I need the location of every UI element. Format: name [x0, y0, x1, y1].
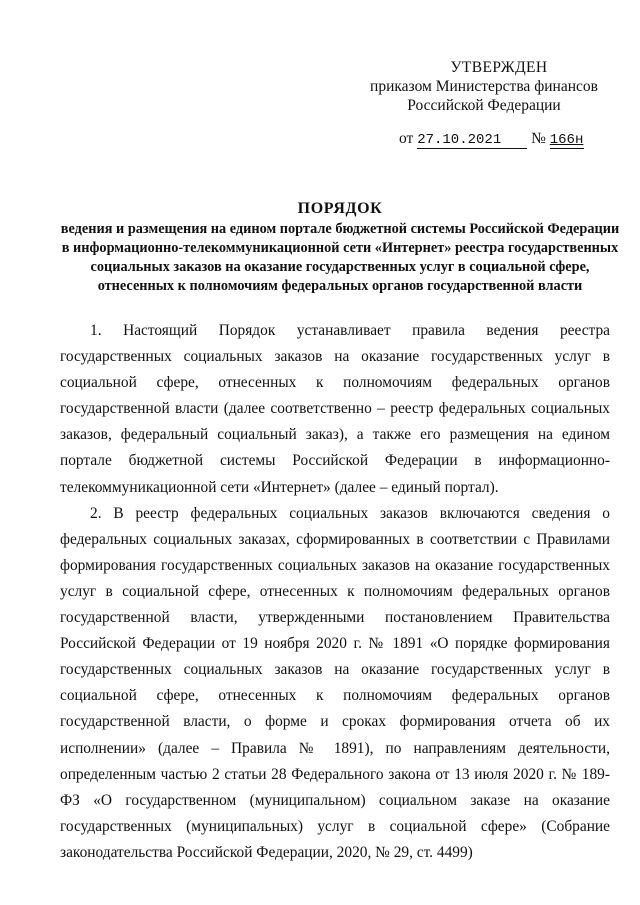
order-details — [399, 130, 584, 149]
order-date-field — [417, 131, 527, 149]
order-number: 166н — [549, 132, 584, 148]
approved-heading: УТВЕРЖДЕН — [450, 59, 548, 76]
order-date-prefix: от — [399, 130, 414, 147]
approval-block — [364, 58, 604, 115]
paragraph-2: 2. В реестр федеральных социальных заказов включаются сведения о федеральных социальных заказах, сформированных в соответствии с Правилами формирования государственных социальных заказов на оказание государственных услуг в социальной сфере, отнесенных к полномочиям федеральных органов государственной власти, утвержденными постановлением Правительства Российской Федерации от 19 ноября 2020 г. № 1891 «О порядке формирования государственных социальных заказов на оказание государственных услуг в социальной сфере, отнесенных к полномочиям федеральных органов государственной власти, о форме и сроках формирования отчета об их исполнении» (далее – Правила № 1891), по направлениям деятельности, определенным частью 2 статьи 28 Федерального закона от 13 июля 2020 г. № 189-ФЗ «О государственном (муниципальном) социальном заказе на оказание государственных (муниципальных) услуг в социальной сфере» (Собрание законодательства Российской Федерации, 2020, № 29, ст. 4499) — [60, 504, 610, 861]
paragraph-1: 1. Настоящий Порядок устанавливает правила ведения реестра государственных социальных заказов на оказание государственных услуг в социальной сфере, отнесенных к полномочиям федеральных органов государственной власти (далее соответственно – реестр федеральных социальных заказов, федеральный социальный заказ), а также его размещения на едином портале бюджетной системы Российской Федерации в информационно-телекоммуникационной сети «Интернет» (далее – единый портал). — [60, 322, 610, 496]
order-date: 27.10.2021 — [417, 132, 502, 148]
order-number-field — [550, 131, 584, 149]
title-main: ПОРЯДОК — [297, 200, 383, 217]
document-title — [60, 198, 620, 296]
title-subtitle: ведения и размещения на едином портале бюджетной системы Российской Федерации в информационно-телекоммуникационной сети «Интернет» реестра государственных социальных заказов на оказание государственных услуг в социальной сфере, отнесенных к полномочиям федеральных органов государственной власти — [60, 221, 620, 294]
approval-line-2: Российской Федерации — [407, 97, 561, 114]
document-body — [60, 318, 610, 866]
order-number-label: № — [531, 130, 546, 147]
approval-line-1: приказом Министерства финансов — [370, 78, 598, 95]
